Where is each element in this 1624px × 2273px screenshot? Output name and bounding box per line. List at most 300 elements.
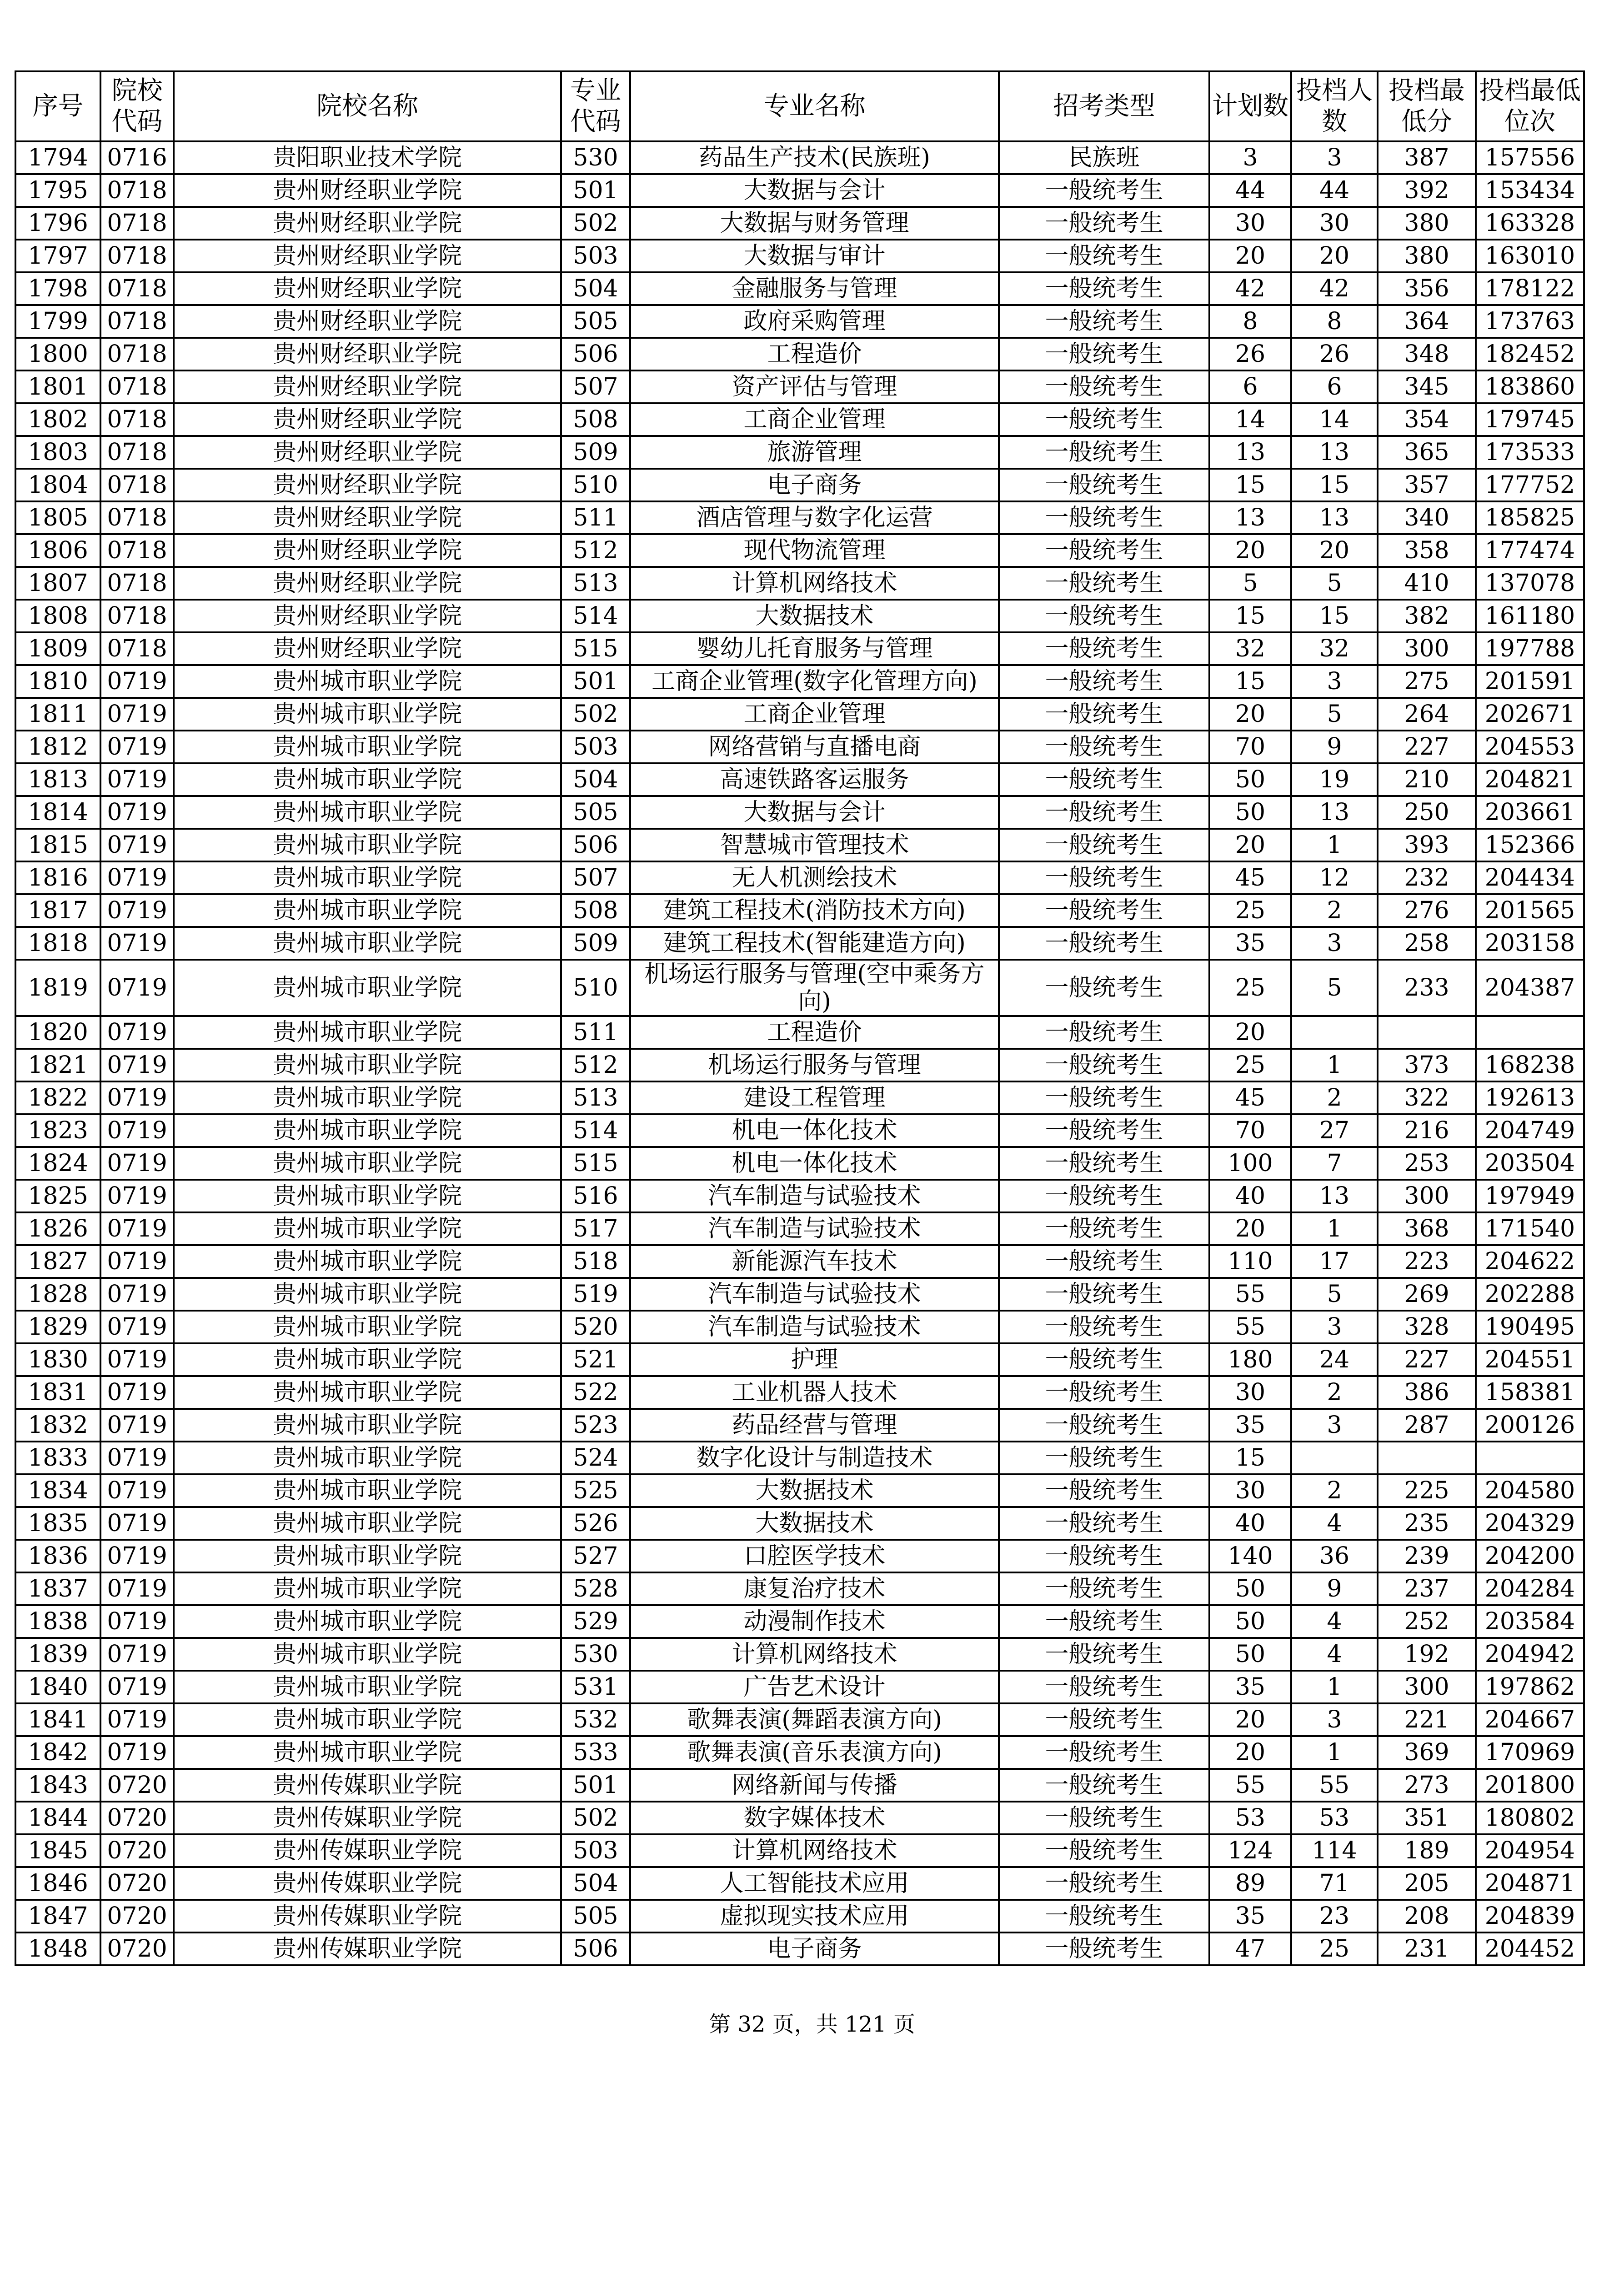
cell-school-name: 贵州城市职业学院 [174,1474,561,1507]
cell-major-code: 530 [561,141,630,174]
cell-filed-count: 71 [1291,1867,1378,1900]
cell-admission-type: 一般统考生 [999,1933,1209,1965]
cell-admission-type: 一般统考生 [999,1540,1209,1572]
table-row [15,1736,1584,1769]
cell-admission-type: 一般统考生 [999,1311,1209,1343]
cell-school-name: 贵州传媒职业学院 [174,1769,561,1802]
cell-school-name: 贵州城市职业学院 [174,1016,561,1049]
cell-major-name: 电子商务 [630,1933,999,1965]
cell-min-rank: 153434 [1476,174,1584,207]
page-footer: 第 32 页，共 121 页 [709,2012,915,2037]
table-row [15,698,1584,731]
cell-major-name: 动漫制作技术 [630,1605,999,1638]
cell-plan-count: 5 [1209,567,1291,600]
cell-min-rank: 190495 [1476,1311,1584,1343]
table-row [15,632,1584,665]
cell-admission-type: 一般统考生 [999,1834,1209,1867]
cell-seq: 1835 [15,1507,100,1540]
cell-filed-count: 13 [1291,1180,1378,1212]
cell-plan-count: 47 [1209,1933,1291,1965]
cell-seq: 1848 [15,1933,100,1965]
cell-filed-count: 5 [1291,1278,1378,1311]
cell-school-code: 0718 [100,272,174,305]
cell-major-code: 503 [561,240,630,272]
cell-min-score: 192 [1378,1638,1476,1671]
cell-filed-count: 3 [1291,1409,1378,1442]
cell-seq: 1839 [15,1638,100,1671]
cell-min-rank: 204551 [1476,1343,1584,1376]
cell-admission-type: 一般统考生 [999,1049,1209,1081]
cell-admission-type: 一般统考生 [999,1016,1209,1049]
cell-school-name: 贵州城市职业学院 [174,1671,561,1703]
cell-admission-type: 一般统考生 [999,1507,1209,1540]
cell-admission-type: 一般统考生 [999,534,1209,567]
cell-min-rank: 178122 [1476,272,1584,305]
cell-school-code: 0718 [100,600,174,632]
cell-major-name: 工商企业管理 [630,698,999,731]
cell-seq: 1831 [15,1376,100,1409]
table-row [15,1376,1584,1409]
cell-filed-count: 32 [1291,632,1378,665]
cell-min-score: 189 [1378,1834,1476,1867]
cell-major-name: 婴幼儿托育服务与管理 [630,632,999,665]
cell-school-name: 贵州城市职业学院 [174,1605,561,1638]
cell-seq: 1825 [15,1180,100,1212]
cell-filed-count: 5 [1291,960,1378,1016]
cell-min-score: 232 [1378,861,1476,894]
cell-major-name: 计算机网络技术 [630,1834,999,1867]
cell-school-name: 贵州城市职业学院 [174,1212,561,1245]
table-row [15,796,1584,829]
table-row [15,1245,1584,1278]
cell-filed-count: 2 [1291,894,1378,927]
cell-min-rank: 152366 [1476,829,1584,861]
table-row [15,1867,1584,1900]
cell-plan-count: 14 [1209,403,1291,436]
cell-school-name: 贵州城市职业学院 [174,927,561,960]
cell-major-name: 政府采购管理 [630,305,999,338]
cell-major-name: 数字化设计与制造技术 [630,1442,999,1474]
cell-school-code: 0720 [100,1834,174,1867]
cell-major-name: 大数据技术 [630,1474,999,1507]
header-admission-type: 招考类型 [999,71,1209,141]
header-major-code: 专业代码 [561,71,630,141]
cell-plan-count: 8 [1209,305,1291,338]
cell-school-name: 贵州城市职业学院 [174,665,561,698]
table-row [15,403,1584,436]
cell-school-code: 0718 [100,370,174,403]
cell-school-code: 0719 [100,1638,174,1671]
cell-plan-count: 26 [1209,338,1291,370]
cell-school-code: 0719 [100,731,174,763]
cell-major-code: 514 [561,600,630,632]
cell-admission-type: 一般统考生 [999,1212,1209,1245]
cell-major-name: 金融服务与管理 [630,272,999,305]
cell-school-code: 0719 [100,1409,174,1442]
cell-major-code: 525 [561,1474,630,1507]
cell-filed-count: 17 [1291,1245,1378,1278]
cell-plan-count: 20 [1209,1212,1291,1245]
table-row [15,1442,1584,1474]
table-row [15,272,1584,305]
cell-major-name: 机场运行服务与管理(空中乘务方向) [630,960,999,1016]
cell-school-code: 0718 [100,240,174,272]
cell-seq: 1840 [15,1671,100,1703]
table-row [15,600,1584,632]
cell-school-name: 贵州城市职业学院 [174,731,561,763]
cell-seq: 1846 [15,1867,100,1900]
cell-major-name: 资产评估与管理 [630,370,999,403]
cell-filed-count: 8 [1291,305,1378,338]
cell-seq: 1802 [15,403,100,436]
cell-major-name: 智慧城市管理技术 [630,829,999,861]
cell-min-rank: 203158 [1476,927,1584,960]
cell-admission-type: 一般统考生 [999,1180,1209,1212]
table-row [15,1114,1584,1147]
cell-min-rank: 177474 [1476,534,1584,567]
cell-min-score: 239 [1378,1540,1476,1572]
cell-school-code: 0719 [100,1180,174,1212]
cell-school-name: 贵州财经职业学院 [174,338,561,370]
cell-school-name: 贵州财经职业学院 [174,272,561,305]
cell-school-name: 贵州城市职业学院 [174,1540,561,1572]
cell-school-name: 贵州城市职业学院 [174,1736,561,1769]
cell-admission-type: 一般统考生 [999,927,1209,960]
cell-school-name: 贵州财经职业学院 [174,207,561,240]
cell-school-name: 贵州传媒职业学院 [174,1802,561,1834]
cell-major-code: 528 [561,1572,630,1605]
cell-min-rank: 197862 [1476,1671,1584,1703]
cell-school-name: 贵州传媒职业学院 [174,1867,561,1900]
cell-school-name: 贵州城市职业学院 [174,1638,561,1671]
cell-seq: 1838 [15,1605,100,1638]
cell-min-rank: 157556 [1476,141,1584,174]
cell-school-code: 0719 [100,894,174,927]
header-min-rank: 投档最低位次 [1476,71,1584,141]
cell-school-name: 贵州城市职业学院 [174,1442,561,1474]
cell-min-score: 252 [1378,1605,1476,1638]
cell-admission-type: 一般统考生 [999,469,1209,501]
cell-seq: 1804 [15,469,100,501]
cell-major-code: 501 [561,174,630,207]
cell-admission-type: 一般统考生 [999,370,1209,403]
cell-plan-count: 50 [1209,1605,1291,1638]
cell-major-name: 建设工程管理 [630,1081,999,1114]
cell-major-code: 512 [561,1049,630,1081]
cell-seq: 1809 [15,632,100,665]
cell-plan-count: 124 [1209,1834,1291,1867]
cell-major-name: 大数据技术 [630,1507,999,1540]
cell-major-name: 人工智能技术应用 [630,1867,999,1900]
cell-major-code: 511 [561,501,630,534]
cell-school-name: 贵州城市职业学院 [174,1245,561,1278]
cell-filed-count: 4 [1291,1507,1378,1540]
cell-plan-count: 25 [1209,1049,1291,1081]
cell-major-code: 515 [561,1147,630,1180]
table-row [15,665,1584,698]
cell-school-code: 0718 [100,501,174,534]
cell-plan-count: 44 [1209,174,1291,207]
cell-min-rank: 201565 [1476,894,1584,927]
cell-school-name: 贵州城市职业学院 [174,1376,561,1409]
cell-min-rank: 204580 [1476,1474,1584,1507]
cell-plan-count: 15 [1209,469,1291,501]
cell-major-code: 503 [561,1834,630,1867]
cell-seq: 1800 [15,338,100,370]
cell-seq: 1847 [15,1900,100,1933]
cell-major-name: 工程造价 [630,1016,999,1049]
cell-admission-type: 一般统考生 [999,600,1209,632]
cell-filed-count: 1 [1291,829,1378,861]
cell-admission-type: 一般统考生 [999,665,1209,698]
cell-school-name: 贵州财经职业学院 [174,567,561,600]
table-row [15,338,1584,370]
cell-seq: 1814 [15,796,100,829]
cell-seq: 1837 [15,1572,100,1605]
cell-min-score: 221 [1378,1703,1476,1736]
cell-major-name: 建筑工程技术(智能建造方向) [630,927,999,960]
cell-seq: 1810 [15,665,100,698]
cell-plan-count: 20 [1209,1703,1291,1736]
cell-min-score: 208 [1378,1900,1476,1933]
cell-major-code: 516 [561,1180,630,1212]
cell-school-code: 0719 [100,1245,174,1278]
cell-min-score: 386 [1378,1376,1476,1409]
cell-min-rank: 204200 [1476,1540,1584,1572]
cell-min-score: 340 [1378,501,1476,534]
cell-min-rank: 163010 [1476,240,1584,272]
cell-seq: 1803 [15,436,100,469]
cell-plan-count: 180 [1209,1343,1291,1376]
cell-seq: 1832 [15,1409,100,1442]
cell-seq: 1836 [15,1540,100,1572]
cell-min-score: 275 [1378,665,1476,698]
cell-filed-count: 5 [1291,698,1378,731]
cell-plan-count: 20 [1209,1736,1291,1769]
cell-major-code: 502 [561,698,630,731]
cell-admission-type: 一般统考生 [999,1638,1209,1671]
cell-filed-count: 26 [1291,338,1378,370]
cell-major-name: 工业机器人技术 [630,1376,999,1409]
cell-school-code: 0718 [100,305,174,338]
cell-major-name: 网络营销与直播电商 [630,731,999,763]
cell-plan-count: 55 [1209,1311,1291,1343]
cell-admission-type: 一般统考生 [999,1703,1209,1736]
cell-min-score: 250 [1378,796,1476,829]
cell-school-code: 0719 [100,1278,174,1311]
cell-min-score: 387 [1378,141,1476,174]
cell-plan-count: 20 [1209,1016,1291,1049]
table-row [15,1671,1584,1703]
cell-school-code: 0719 [100,796,174,829]
cell-filed-count: 42 [1291,272,1378,305]
cell-plan-count: 15 [1209,665,1291,698]
cell-school-code: 0720 [100,1769,174,1802]
cell-school-name: 贵州财经职业学院 [174,501,561,534]
cell-min-score [1378,1442,1476,1474]
table-row [15,207,1584,240]
cell-plan-count: 20 [1209,240,1291,272]
table-row [15,927,1584,960]
cell-filed-count: 6 [1291,370,1378,403]
cell-major-name: 大数据技术 [630,600,999,632]
cell-min-rank: 204871 [1476,1867,1584,1900]
cell-major-code: 522 [561,1376,630,1409]
cell-major-name: 机电一体化技术 [630,1147,999,1180]
cell-min-score: 345 [1378,370,1476,403]
cell-school-code: 0720 [100,1900,174,1933]
cell-school-code: 0720 [100,1867,174,1900]
table-row [15,1474,1584,1507]
cell-min-rank: 197949 [1476,1180,1584,1212]
cell-plan-count: 45 [1209,861,1291,894]
cell-filed-count: 3 [1291,141,1378,174]
cell-major-code: 506 [561,1933,630,1965]
table-row [15,1311,1584,1343]
cell-major-name: 汽车制造与试验技术 [630,1311,999,1343]
table-row [15,861,1584,894]
cell-seq: 1811 [15,698,100,731]
cell-seq: 1820 [15,1016,100,1049]
cell-major-name: 大数据与审计 [630,240,999,272]
cell-filed-count: 1 [1291,1736,1378,1769]
cell-school-code: 0719 [100,1016,174,1049]
cell-major-code: 519 [561,1278,630,1311]
cell-major-code: 501 [561,665,630,698]
table-row [15,141,1584,174]
cell-filed-count: 114 [1291,1834,1378,1867]
cell-school-name: 贵州城市职业学院 [174,894,561,927]
cell-admission-type: 一般统考生 [999,960,1209,1016]
cell-min-rank: 201591 [1476,665,1584,698]
cell-major-code: 526 [561,1507,630,1540]
cell-major-code: 518 [561,1245,630,1278]
cell-admission-type: 民族班 [999,141,1209,174]
cell-seq: 1794 [15,141,100,174]
cell-major-name: 机电一体化技术 [630,1114,999,1147]
cell-min-score: 393 [1378,829,1476,861]
cell-major-code: 506 [561,338,630,370]
table-row [15,1016,1584,1049]
cell-plan-count: 25 [1209,894,1291,927]
cell-filed-count: 3 [1291,1703,1378,1736]
table-row [15,1278,1584,1311]
cell-min-score: 380 [1378,207,1476,240]
cell-min-score: 300 [1378,1671,1476,1703]
cell-seq: 1805 [15,501,100,534]
cell-filed-count: 36 [1291,1540,1378,1572]
cell-school-name: 贵州传媒职业学院 [174,1933,561,1965]
cell-min-score: 364 [1378,305,1476,338]
cell-min-score: 392 [1378,174,1476,207]
admission-table [15,70,1585,1966]
cell-admission-type: 一般统考生 [999,501,1209,534]
cell-major-name: 无人机测绘技术 [630,861,999,894]
cell-min-rank [1476,1016,1584,1049]
cell-school-name: 贵州财经职业学院 [174,370,561,403]
table-row [15,1507,1584,1540]
cell-school-name: 贵州城市职业学院 [174,698,561,731]
cell-seq: 1833 [15,1442,100,1474]
cell-min-rank: 204622 [1476,1245,1584,1278]
cell-filed-count: 1 [1291,1671,1378,1703]
cell-min-score: 300 [1378,632,1476,665]
cell-min-rank: 179745 [1476,403,1584,436]
cell-filed-count: 1 [1291,1049,1378,1081]
cell-school-code: 0719 [100,1703,174,1736]
cell-school-name: 贵州城市职业学院 [174,763,561,796]
cell-min-score: 322 [1378,1081,1476,1114]
cell-min-rank: 204942 [1476,1638,1584,1671]
cell-school-code: 0718 [100,403,174,436]
cell-min-score: 276 [1378,894,1476,927]
cell-min-score: 354 [1378,403,1476,436]
cell-min-score: 273 [1378,1769,1476,1802]
cell-major-name: 计算机网络技术 [630,567,999,600]
cell-seq: 1808 [15,600,100,632]
cell-min-rank: 202288 [1476,1278,1584,1311]
cell-min-score: 382 [1378,600,1476,632]
cell-min-score: 223 [1378,1245,1476,1278]
header-school-name: 院校名称 [174,71,561,141]
cell-school-name: 贵州传媒职业学院 [174,1900,561,1933]
table-row [15,1180,1584,1212]
cell-plan-count: 40 [1209,1507,1291,1540]
cell-seq: 1818 [15,927,100,960]
table-row [15,1605,1584,1638]
cell-min-score: 348 [1378,338,1476,370]
cell-major-code: 506 [561,829,630,861]
table-row [15,960,1584,1016]
cell-plan-count: 15 [1209,1442,1291,1474]
cell-admission-type: 一般统考生 [999,272,1209,305]
cell-filed-count: 20 [1291,240,1378,272]
cell-admission-type: 一般统考生 [999,1474,1209,1507]
cell-major-name: 汽车制造与试验技术 [630,1278,999,1311]
cell-major-name: 旅游管理 [630,436,999,469]
cell-min-score: 380 [1378,240,1476,272]
cell-major-code: 510 [561,960,630,1016]
cell-school-name: 贵州城市职业学院 [174,1703,561,1736]
cell-min-rank: 180802 [1476,1802,1584,1834]
cell-school-name: 贵州城市职业学院 [174,1507,561,1540]
cell-major-code: 529 [561,1605,630,1638]
cell-plan-count: 70 [1209,1114,1291,1147]
cell-school-code: 0719 [100,1343,174,1376]
cell-min-score: 264 [1378,698,1476,731]
cell-seq: 1817 [15,894,100,927]
cell-min-score: 328 [1378,1311,1476,1343]
cell-admission-type: 一般统考生 [999,1867,1209,1900]
cell-min-score: 235 [1378,1507,1476,1540]
cell-filed-count: 4 [1291,1638,1378,1671]
cell-min-rank: 204839 [1476,1900,1584,1933]
cell-plan-count: 20 [1209,829,1291,861]
cell-major-code: 507 [561,861,630,894]
cell-min-rank: 173533 [1476,436,1584,469]
cell-school-name: 贵州财经职业学院 [174,174,561,207]
table-row [15,370,1584,403]
cell-min-rank: 203584 [1476,1605,1584,1638]
cell-major-name: 网络新闻与传播 [630,1769,999,1802]
cell-school-name: 贵州财经职业学院 [174,534,561,567]
cell-admission-type: 一般统考生 [999,1245,1209,1278]
table-row [15,1933,1584,1965]
cell-major-name: 机场运行服务与管理 [630,1049,999,1081]
cell-major-name: 高速铁路客运服务 [630,763,999,796]
cell-major-code: 513 [561,1081,630,1114]
cell-seq: 1830 [15,1343,100,1376]
